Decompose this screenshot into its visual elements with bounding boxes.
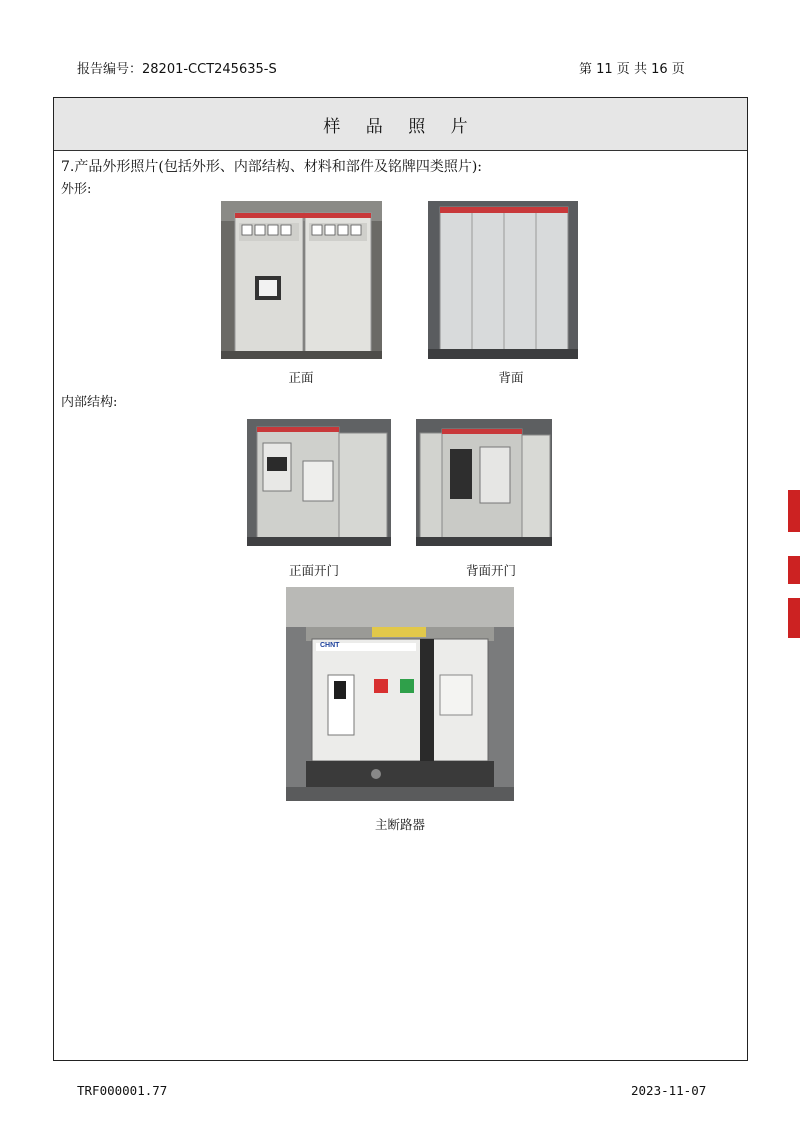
- report-date: 2023-11-07: [631, 1083, 707, 1098]
- cabinet-back-open-photo: [416, 419, 552, 546]
- photo-caption-front-open: 正面开门: [288, 563, 339, 578]
- main-breaker-photo: [286, 587, 514, 801]
- photo-caption-back: 背面: [498, 370, 524, 385]
- cabinet-back-photo: [428, 201, 578, 359]
- red-stamp-fragment-3: [788, 598, 800, 638]
- breaker-brand-label: CHNT: [320, 642, 340, 649]
- content-frame: [53, 97, 748, 1061]
- red-stamp-fragment: [788, 490, 800, 532]
- report-number: 报告编号：28201-CCT245635-S: [77, 62, 277, 77]
- section-heading: 7.产品外形照片(包括外形、内部结构、材料和部件及铭牌四类照片):: [61, 159, 482, 175]
- exterior-label: 外形:: [61, 182, 92, 197]
- photo-caption-back-open: 背面开门: [465, 563, 516, 578]
- title-bar: [54, 98, 747, 151]
- internal-label: 内部结构:: [61, 395, 118, 410]
- photo-caption-main-breaker: 主断路器: [374, 817, 425, 832]
- red-stamp-fragment-2: [788, 556, 800, 584]
- cabinet-front-photo: [221, 201, 382, 359]
- cabinet-front-open-photo: [247, 419, 391, 546]
- page-info: 第 11 页 共 16 页: [579, 62, 685, 77]
- photo-caption-front: 正面: [288, 370, 314, 385]
- form-number: TRF000001.77: [77, 1083, 168, 1098]
- section-title: 样 品 照 片: [323, 116, 478, 137]
